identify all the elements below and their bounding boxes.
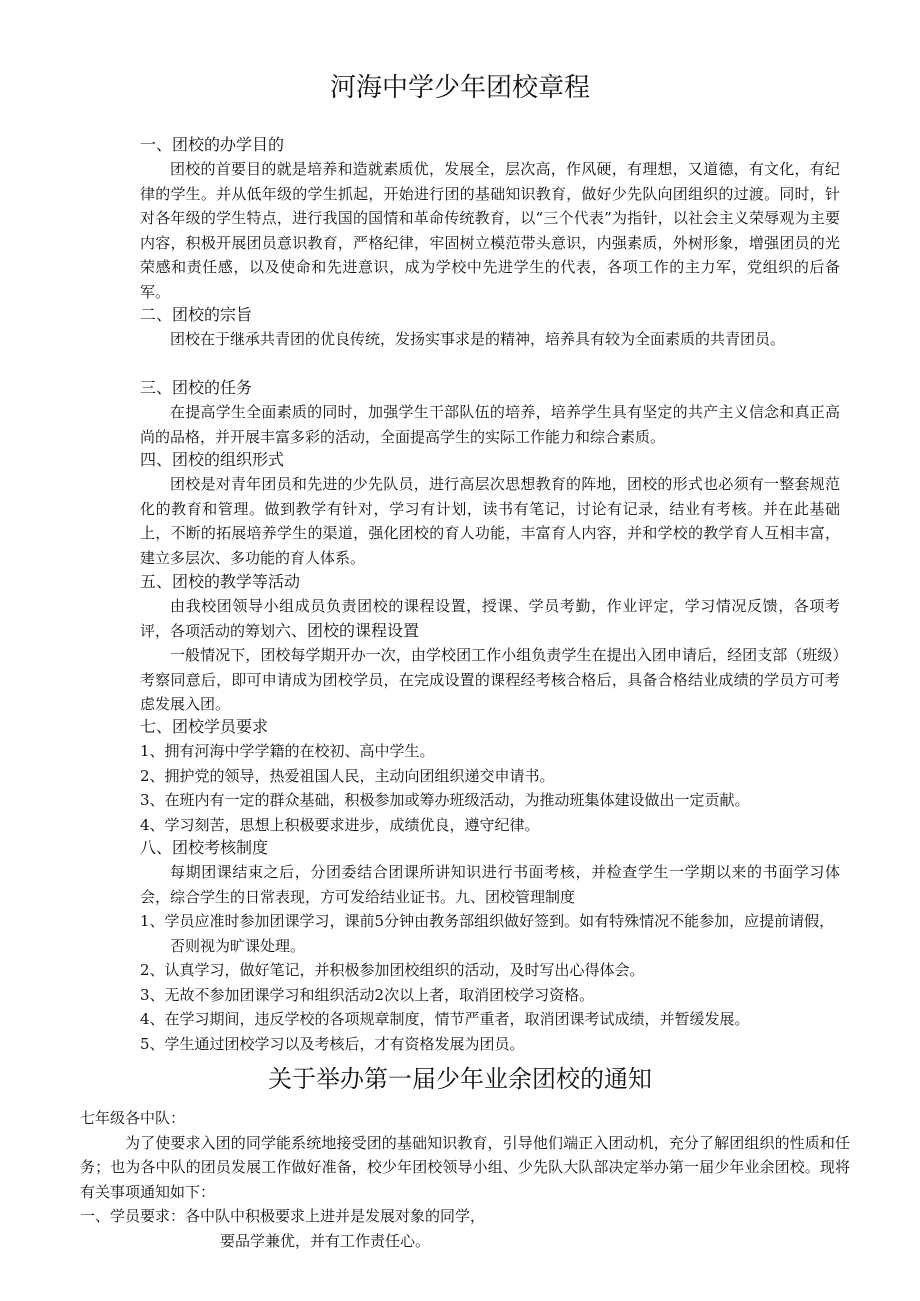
- section-heading: 七、团校学员要求: [140, 717, 269, 736]
- section-heading: 二、团校的宗旨: [140, 305, 253, 324]
- section-purpose: [140, 133, 840, 304]
- notice-paragraph: 为了使要求入团的同学能系统地接受团的基础知识教育，引导他们端正入团动机，充分了解团组织的性质和任务；也为各中队的团员发展工作做好准备，校少年团校领导小组、少先队大队部决定举办第一届少年业余团校。现将有关事项通知如下：: [80, 1133, 850, 1201]
- list-item: 1、学员应准时参加团课学习，课前5分钟由教务部组织做好签到。如有特殊情况不能参加，应提前请假，否则视为旷课处理。: [140, 912, 835, 955]
- list-item: 1、拥有河海中学学籍的在校初、高中学生。: [140, 742, 435, 760]
- notice-title: 关于举办第一届少年业余团校的通知: [268, 1065, 652, 1093]
- list-item: 3、在班内有一定的群众基础，积极参加或筹办班级活动，为推动班集体建设做出一定贡献。: [140, 791, 750, 809]
- list-item: 3、无故不参加团课学习和组织活动2次以上者，取消团校学习资格。: [140, 985, 595, 1004]
- list-item: 2、拥护党的领导，热爱祖国人民，主动向团组织递交申请书。: [140, 766, 555, 785]
- notice-salutation: 七年级各中队：: [80, 1109, 186, 1127]
- section-assessment: [140, 836, 840, 1056]
- section-course-body: 一般情况下，团校每学期开办一次，由学校团工作小组负责学生在提出入团申请后，经团支部（班级）考察同意后，即可申请成为团校学员，在完成设置的课程经考核合格后，具备合格结业成绩的学员方可考虑发展入团。: [140, 646, 840, 713]
- section-body: 团校在于继承共青团的优良传统，发扬实事求是的精神，培养具有较为全面素质的共青团员。: [170, 330, 786, 348]
- section-heading: 一、团校的办学目的: [140, 135, 285, 154]
- list-item: 5、学生通过团校学习以及考核后，才有资格发展为团员。: [140, 1034, 525, 1053]
- section-heading: 三、团校的任务: [140, 378, 253, 397]
- notice-item: 一、学员要求：各中队中积极要求上进并是发展对象的同学，: [80, 1207, 486, 1225]
- section-body: [140, 594, 840, 643]
- section-heading: 八、团校考核制度: [140, 838, 269, 857]
- section-body: 团校是对青年团员和先进的少先队员，进行高层次思想教育的阵地，团校的形式也必须有一整套规范化的教育和管理。做到教学有针对，学习有计划，读书有笔记，讨论有记录，结业有考核。并在此基础上，不断的拓展培养学生的渠道，强化团校的育人功能，丰富育人内容，并和学校的教学育人互相丰富，建立多层次、多功能的育人体系。: [140, 475, 840, 567]
- document-title: 河海中学少年团校章程: [329, 73, 590, 103]
- list-item: 4、学习刻苦，思想上积极要求进步，成绩优良，遵守纪律。: [140, 815, 540, 834]
- section-activities: [140, 570, 840, 717]
- list-item: 2、认真学习，做好笔记，并积极参加团校组织的活动，及时写出心得体会。: [140, 961, 645, 979]
- section-inline-heading: 六、团校的课程设置: [275, 620, 420, 640]
- section-heading: 四、团校的组织形式: [140, 450, 285, 469]
- section-body-text: 由我校团领导小组成员负责团校的课程设置，授课、学员考勤，作业评定，学习情况反馈，各项考评，各项活动的筹划: [140, 597, 840, 640]
- section-tasks: [140, 376, 840, 449]
- section-organization: [140, 448, 840, 570]
- section-body: 团校的首要目的就是培养和造就素质优，发展全，层次高，作风硬，有理想，又道德，有文化，有纪律的学生。并从低年级的学生抓起，开始进行团的基础知识教育，做好少先队向团组织的过渡。同时，针对各年级的学生特点，进行我国的国情和革命传统教育，以“三个代表”为指针，以社会主义荣辱观为主要内容，积极开展团员意识教育，严格纪律，牢固树立模范带头意识，内强素质，外树形象，增强团员的光荣感和责任感，以及使命和先进意识，成为学校中先进学生的代表，各项工作的主力军，党组织的后备军。: [140, 160, 840, 301]
- section-body: 每期团课结束之后，分团委结合团课所讲知识进行书面考核，并检查学生一学期以来的书面学习体会，综合学生的日常表现，方可发给结业证书。九、团校管理制度: [140, 863, 840, 906]
- list-item: 4、在学习期间，违反学校的各项规章制度，情节严重者，取消团课考试成绩，并暂缓发展。: [140, 1010, 750, 1028]
- notice-body: [80, 1106, 850, 1253]
- section-tenet: [140, 303, 840, 352]
- section-heading: 五、团校的教学等活动: [140, 572, 301, 591]
- section-requirements: [140, 715, 840, 837]
- section-body: 在提高学生全面素质的同时，加强学生干部队伍的培养，培养学生具有坚定的共产主义信念和真正高尚的品格，并开展丰富多彩的活动，全面提高学生的实际工作能力和综合素质。: [140, 403, 840, 446]
- notice-item-continued: 要品学兼优，并有工作责任心。: [220, 1231, 431, 1250]
